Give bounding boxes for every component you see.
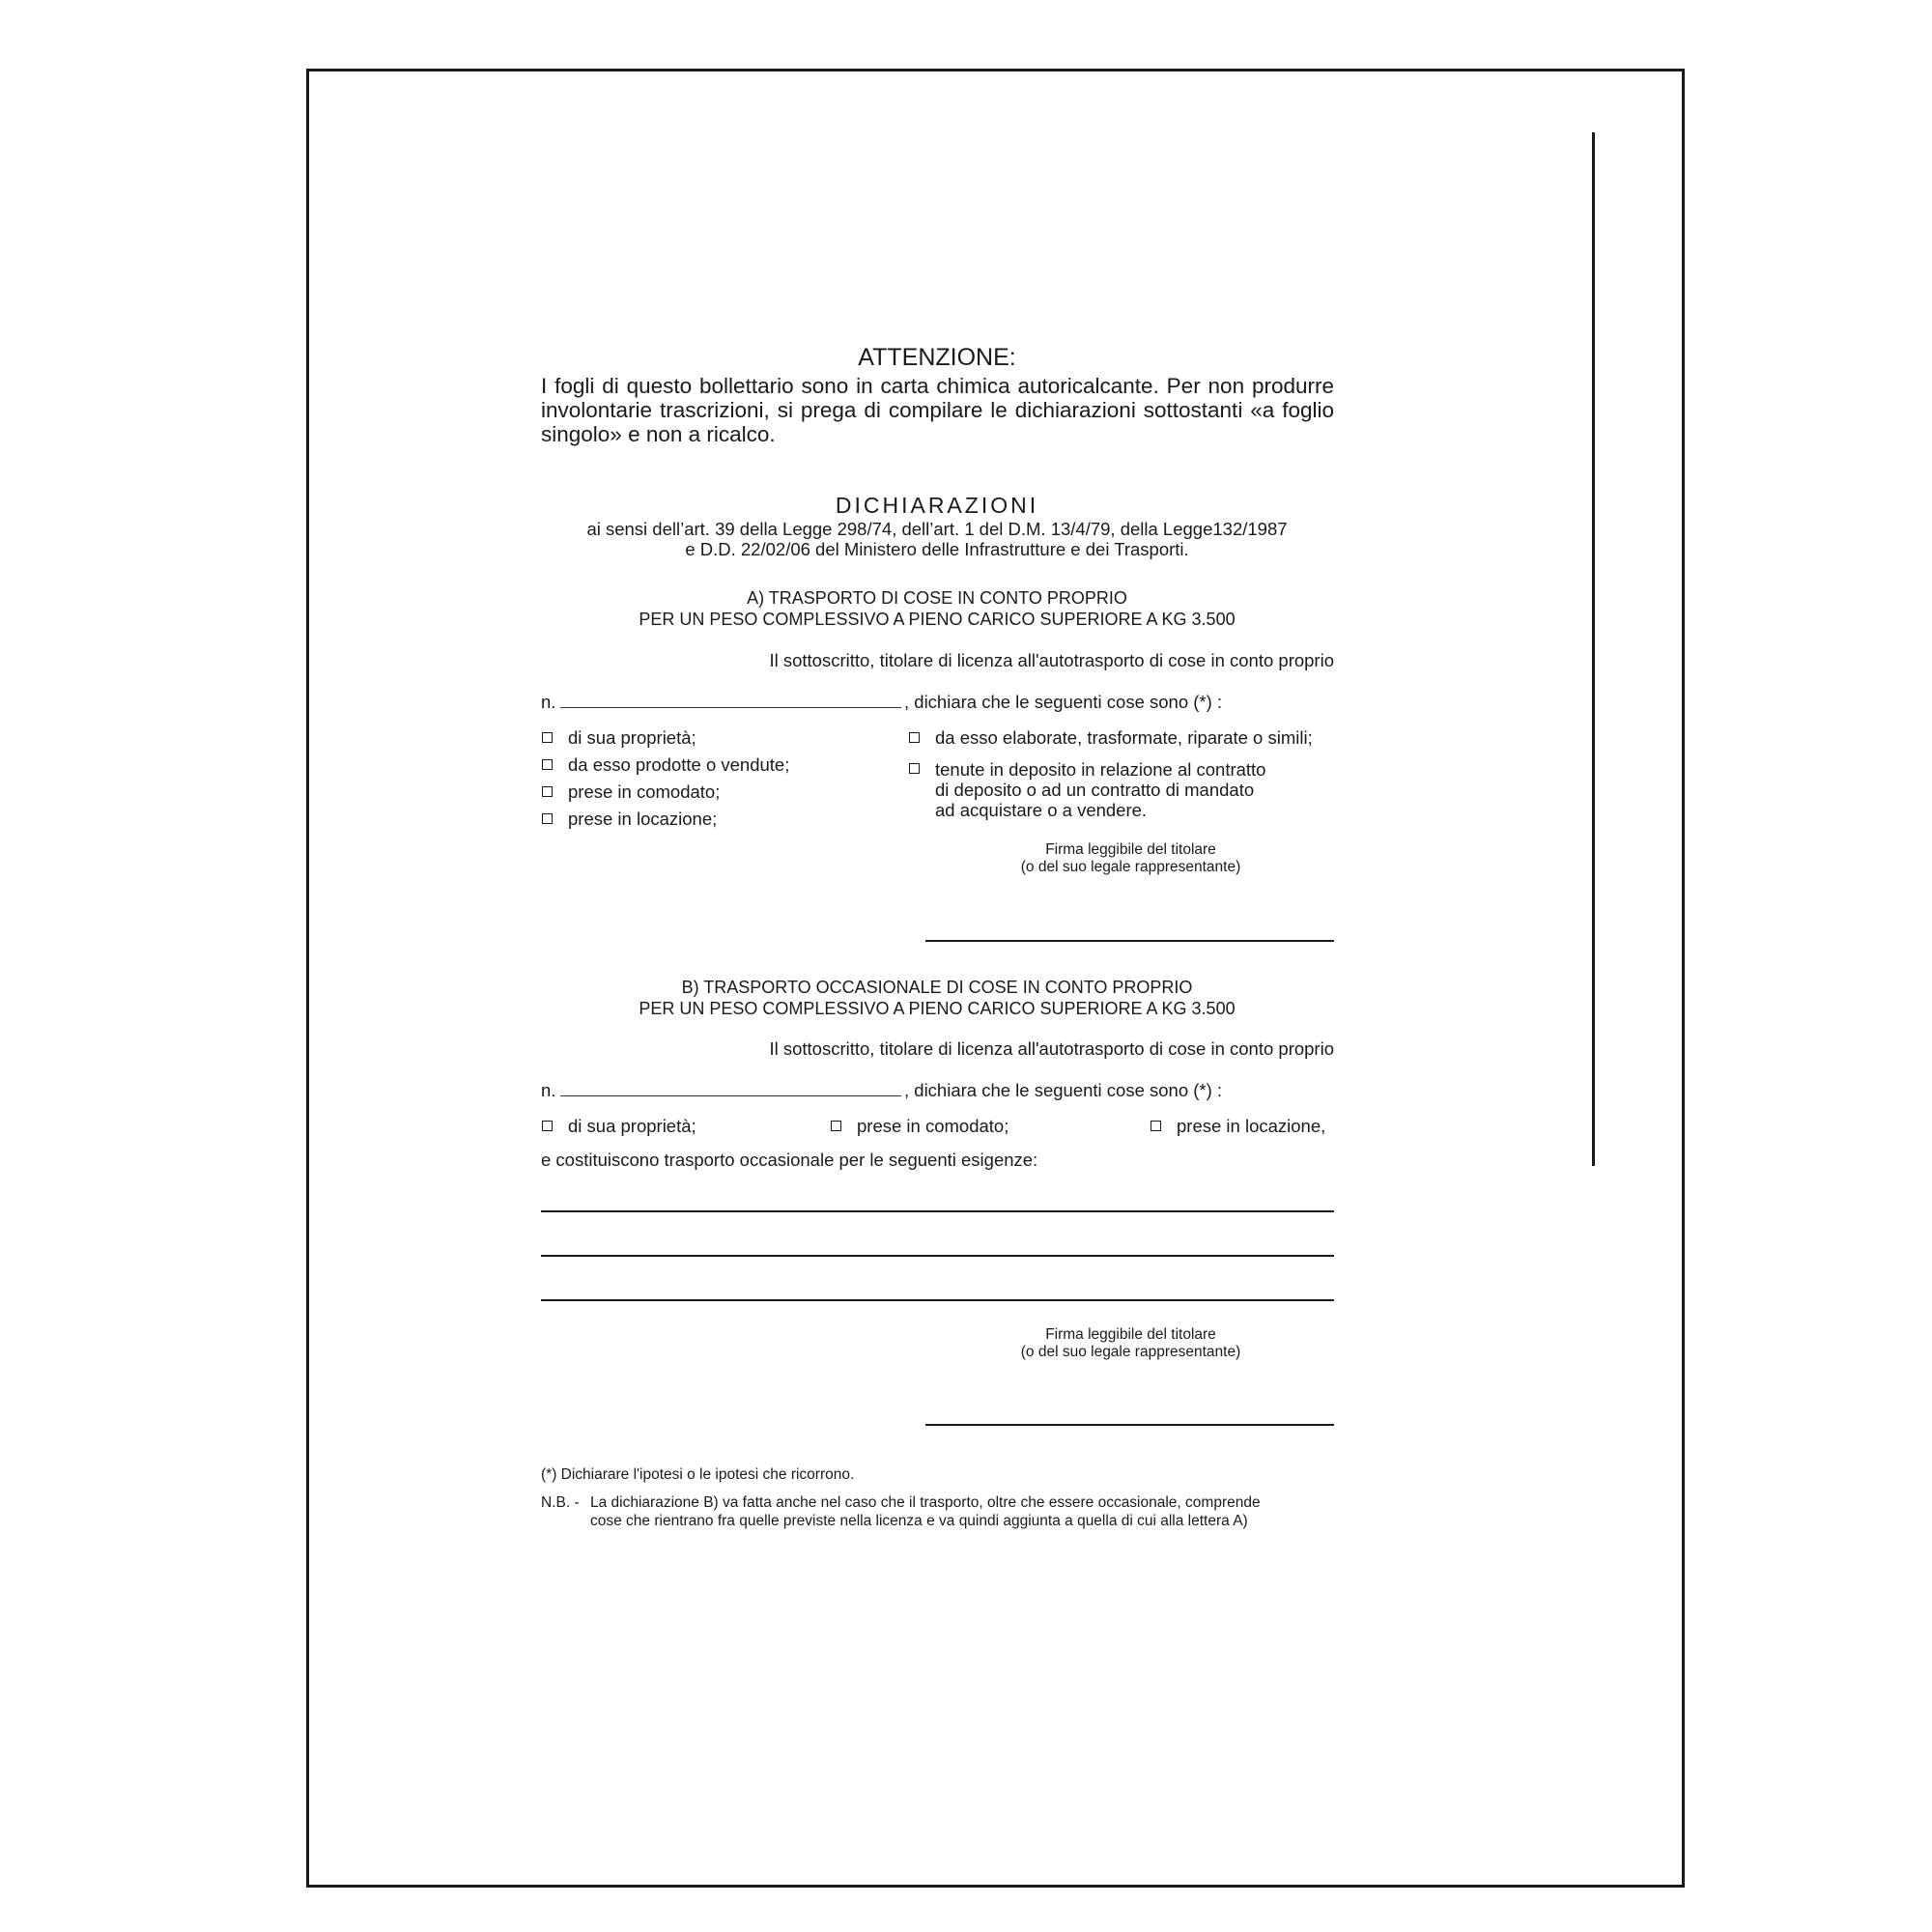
section-a-n-label: n. xyxy=(541,692,556,712)
section-b-needs-line-2[interactable] xyxy=(541,1255,1334,1257)
section-a-license-number-field[interactable] xyxy=(560,707,901,708)
footnote-asterisk: (*) Dichiarare l'ipotesi o le ipotesi che ricorrono. xyxy=(541,1466,855,1483)
section-a-intro: Il sottoscritto, titolare di licenza all'autotrasporto di cose in conto proprio xyxy=(769,650,1334,670)
section-a-title-1: A) TRASPORTO DI COSE IN CONTO PROPRIO xyxy=(747,588,1127,608)
section-b-declares: , dichiara che le seguenti cose sono (*) : xyxy=(904,1080,1223,1100)
section-b-needs-line-1[interactable] xyxy=(541,1210,1334,1212)
section-a-checkbox-prodotte[interactable] xyxy=(542,759,553,770)
section-a-option-right-2-line-3: ad acquistare o a vendere. xyxy=(935,800,1148,820)
margin-rule xyxy=(1592,132,1595,1166)
section-a-checkbox-proprieta[interactable] xyxy=(542,732,553,743)
attention-title: ATTENZIONE: xyxy=(858,344,1016,371)
section-a-title-2: PER UN PESO COMPLESSIVO A PIENO CARICO SUPERIORE A KG 3.500 xyxy=(639,610,1236,629)
footnote-nb-line-1: La dichiarazione B) va fatta anche nel caso che il trasporto, oltre che essere occasionale, comprende xyxy=(590,1494,1261,1511)
declarations-title: DICHIARAZIONI xyxy=(835,493,1039,518)
attention-line-2: involontarie trascrizioni, si prega di compilare le dichiarazioni sottostanti «a foglio xyxy=(541,398,1334,422)
section-b-intro: Il sottoscritto, titolare di licenza all'autotrasporto di cose in conto proprio xyxy=(769,1038,1334,1059)
section-a-option-4: prese in locazione; xyxy=(568,809,718,829)
section-b-needs-text: e costituiscono trasporto occasionale per le seguenti esigenze: xyxy=(541,1150,1038,1170)
section-a-option-1: di sua proprietà; xyxy=(568,727,696,748)
section-b-title-2: PER UN PESO COMPLESSIVO A PIENO CARICO SUPERIORE A KG 3.500 xyxy=(639,999,1236,1018)
section-b-checkbox-locazione[interactable] xyxy=(1151,1121,1161,1131)
section-a-checkbox-locazione[interactable] xyxy=(542,813,553,824)
section-a-signature-label-2: (o del suo legale rappresentante) xyxy=(1020,859,1241,875)
section-b-signature-field[interactable] xyxy=(925,1424,1334,1426)
section-a-option-right-1: da esso elaborate, trasformate, riparate o simili; xyxy=(935,727,1313,748)
section-a-checkbox-comodato[interactable] xyxy=(542,786,553,797)
section-b-signature-label-1: Firma leggibile del titolare xyxy=(1045,1326,1216,1343)
section-a-option-right-2-line-2: di deposito o ad un contratto di mandato xyxy=(935,780,1255,800)
section-a-checkbox-deposito[interactable] xyxy=(909,763,920,774)
footnote-nb-line-2: cose che rientrano fra quelle previste nella licenza e va quindi aggiunta a quella di cui alla lettera A) xyxy=(590,1513,1248,1529)
section-b-checkbox-proprieta[interactable] xyxy=(542,1121,553,1131)
section-b-n-label: n. xyxy=(541,1080,556,1100)
footnote-nb-label: N.B. - xyxy=(541,1494,580,1511)
section-b-title-1: B) TRASPORTO OCCASIONALE DI COSE IN CONTO PROPRIO xyxy=(681,978,1193,997)
section-b-license-number-field[interactable] xyxy=(560,1095,901,1096)
section-a-declares: , dichiara che le seguenti cose sono (*) : xyxy=(904,692,1223,712)
section-b-needs-line-3[interactable] xyxy=(541,1299,1334,1301)
section-b-option-3: prese in locazione, xyxy=(1177,1116,1326,1136)
attention-line-1: I fogli di questo bollettario sono in carta chimica autoricalcante. Per non produrre xyxy=(541,374,1334,398)
section-a-checkbox-elaborate[interactable] xyxy=(909,732,920,743)
attention-line-3: singolo» e non a ricalco. xyxy=(541,422,776,446)
section-a-signature-label-1: Firma leggibile del titolare xyxy=(1045,841,1216,858)
section-a-option-2: da esso prodotte o vendute; xyxy=(568,754,790,775)
section-a-signature-field[interactable] xyxy=(925,940,1334,942)
declarations-subtitle-2: e D.D. 22/02/06 del Ministero delle Infrastrutture e dei Trasporti. xyxy=(685,539,1189,559)
section-b-option-1: di sua proprietà; xyxy=(568,1116,696,1136)
section-a-option-right-2-line-1: tenute in deposito in relazione al contratto xyxy=(935,759,1266,780)
section-b-option-2: prese in comodato; xyxy=(857,1116,1009,1136)
section-b-checkbox-comodato[interactable] xyxy=(831,1121,841,1131)
section-a-option-3: prese in comodato; xyxy=(568,781,721,802)
declarations-subtitle-1: ai sensi dell’art. 39 della Legge 298/74, dell’art. 1 del D.M. 13/4/79, della Legge132/1987 xyxy=(586,519,1288,539)
section-b-signature-label-2: (o del suo legale rappresentante) xyxy=(1020,1344,1241,1360)
